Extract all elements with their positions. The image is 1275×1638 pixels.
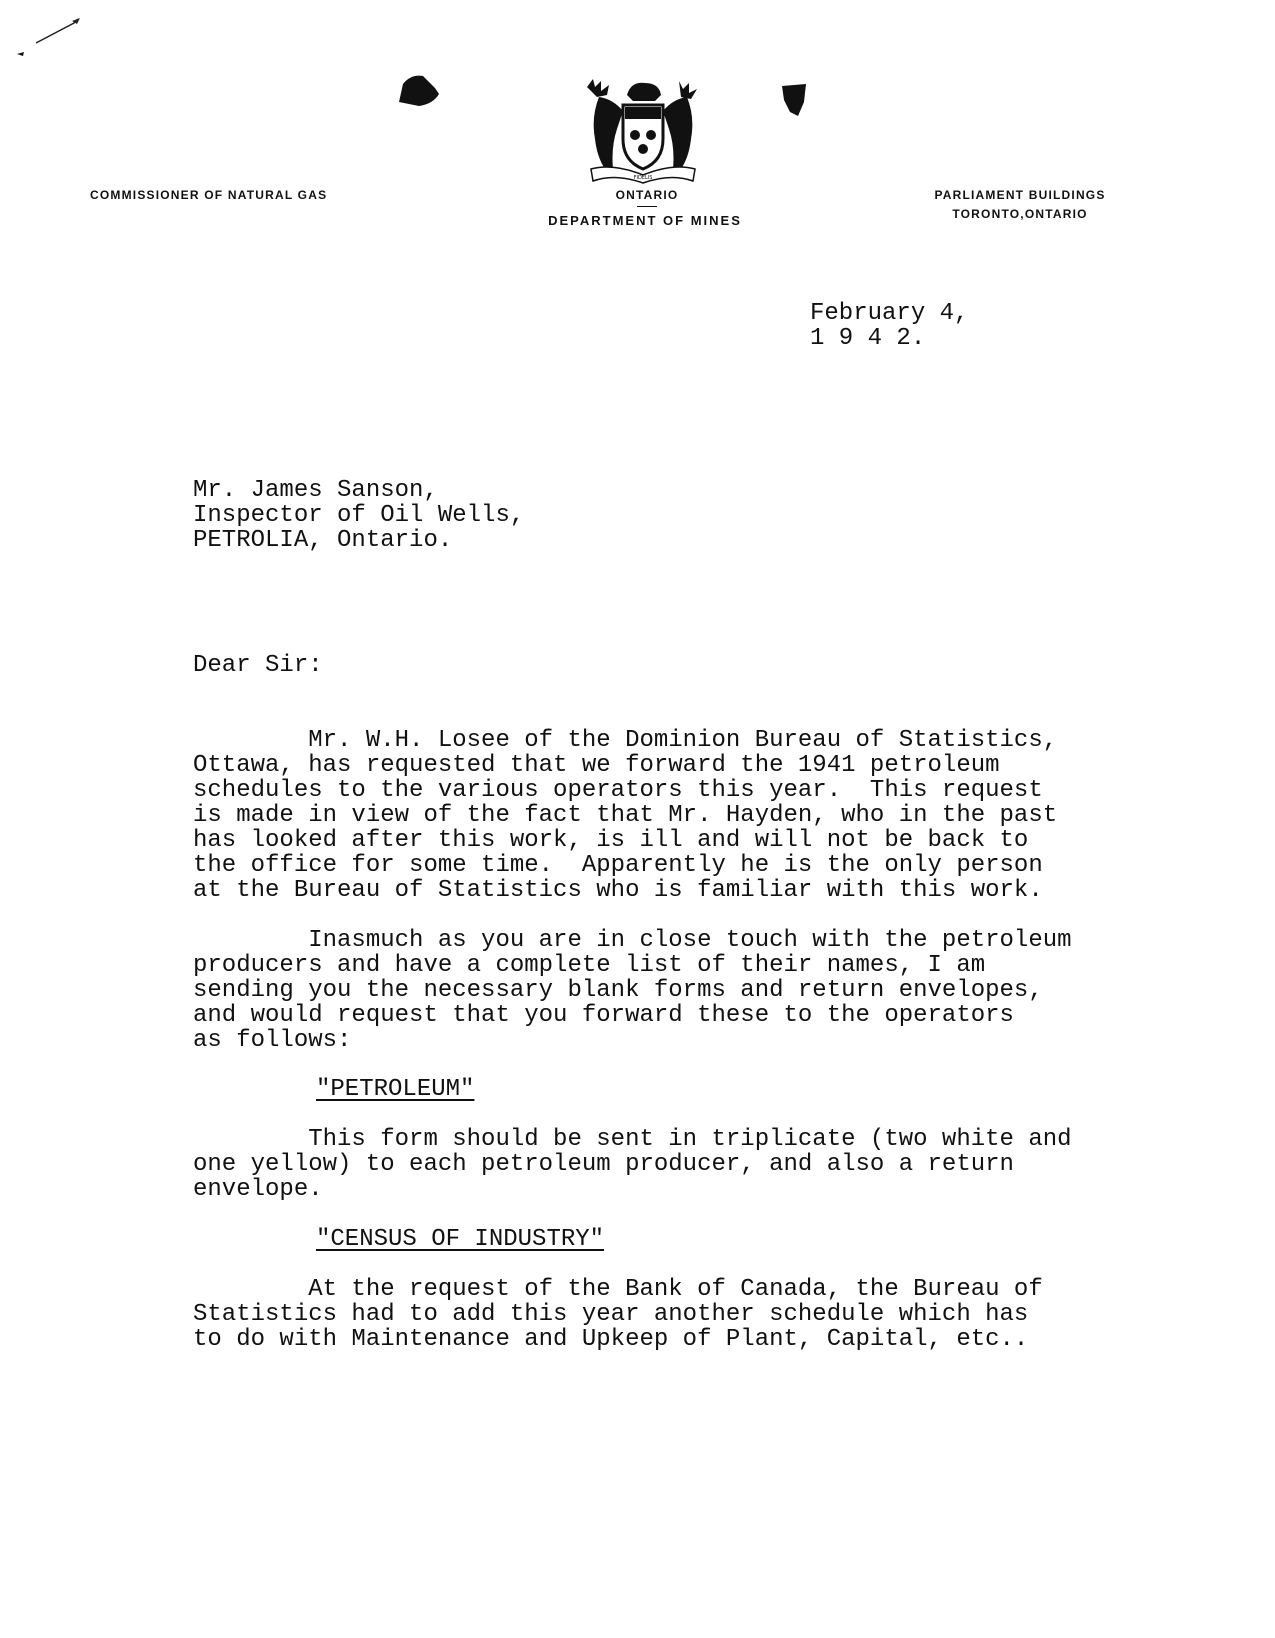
- punch-hole-left: [397, 72, 441, 108]
- letterhead-department: DEPARTMENT OF MINES: [548, 213, 742, 228]
- svg-text:FIDELIS: FIDELIS: [633, 175, 653, 181]
- letterhead-address-line2: TORONTO,ONTARIO: [952, 207, 1088, 221]
- section-heading-petroleum: "PETROLEUM": [316, 1076, 475, 1103]
- letterhead-office-title: COMMISSIONER OF NATURAL GAS: [90, 188, 328, 202]
- letterhead-divider: [637, 206, 657, 207]
- letterhead-address-line1: PARLIAMENT BUILDINGS: [934, 188, 1106, 202]
- body-paragraph-2: Inasmuch as you are in close touch with the petroleum producers and have a complete list of their names, I am sending you the necessary blank forms and return envelopes, and would request that you forward these to the operators as follows:: [193, 927, 1072, 1054]
- letter-date: February 4, 1 9 4 2.: [810, 300, 969, 352]
- body-paragraph-4: At the request of the Bank of Canada, the Bureau of Statistics had to add this year another schedule which has to do with Maintenance and Upkeep of Plant, Capital, etc..: [193, 1276, 1043, 1353]
- body-paragraph-3: This form should be sent in triplicate (two white and one yellow) to each petroleum producer, and also a return envelope.: [193, 1126, 1072, 1203]
- letterhead-province: ONTARIO: [615, 188, 679, 202]
- body-paragraph-1: Mr. W.H. Losee of the Dominion Bureau of Statistics, Ottawa, has requested that we forward the 1941 petroleum schedules to the various operators this year. This request is made in view of the fact that Mr. Hayden, who in the past has looked after this work, is ill and will not be back to the office for some time. Apparently he is the only person at the Bureau of Statistics who is familiar with this work.: [193, 727, 1058, 904]
- punch-hole-right: [780, 82, 810, 118]
- section-heading-census: "CENSUS OF INDUSTRY": [316, 1226, 605, 1253]
- salutation: Dear Sir:: [193, 652, 323, 679]
- recipient-address: Mr. James Sanson, Inspector of Oil Wells, PETROLIA, Ontario.: [193, 477, 525, 554]
- ontario-coat-of-arms-emblem: [583, 77, 703, 185]
- corner-pencil-mark: [14, 15, 84, 60]
